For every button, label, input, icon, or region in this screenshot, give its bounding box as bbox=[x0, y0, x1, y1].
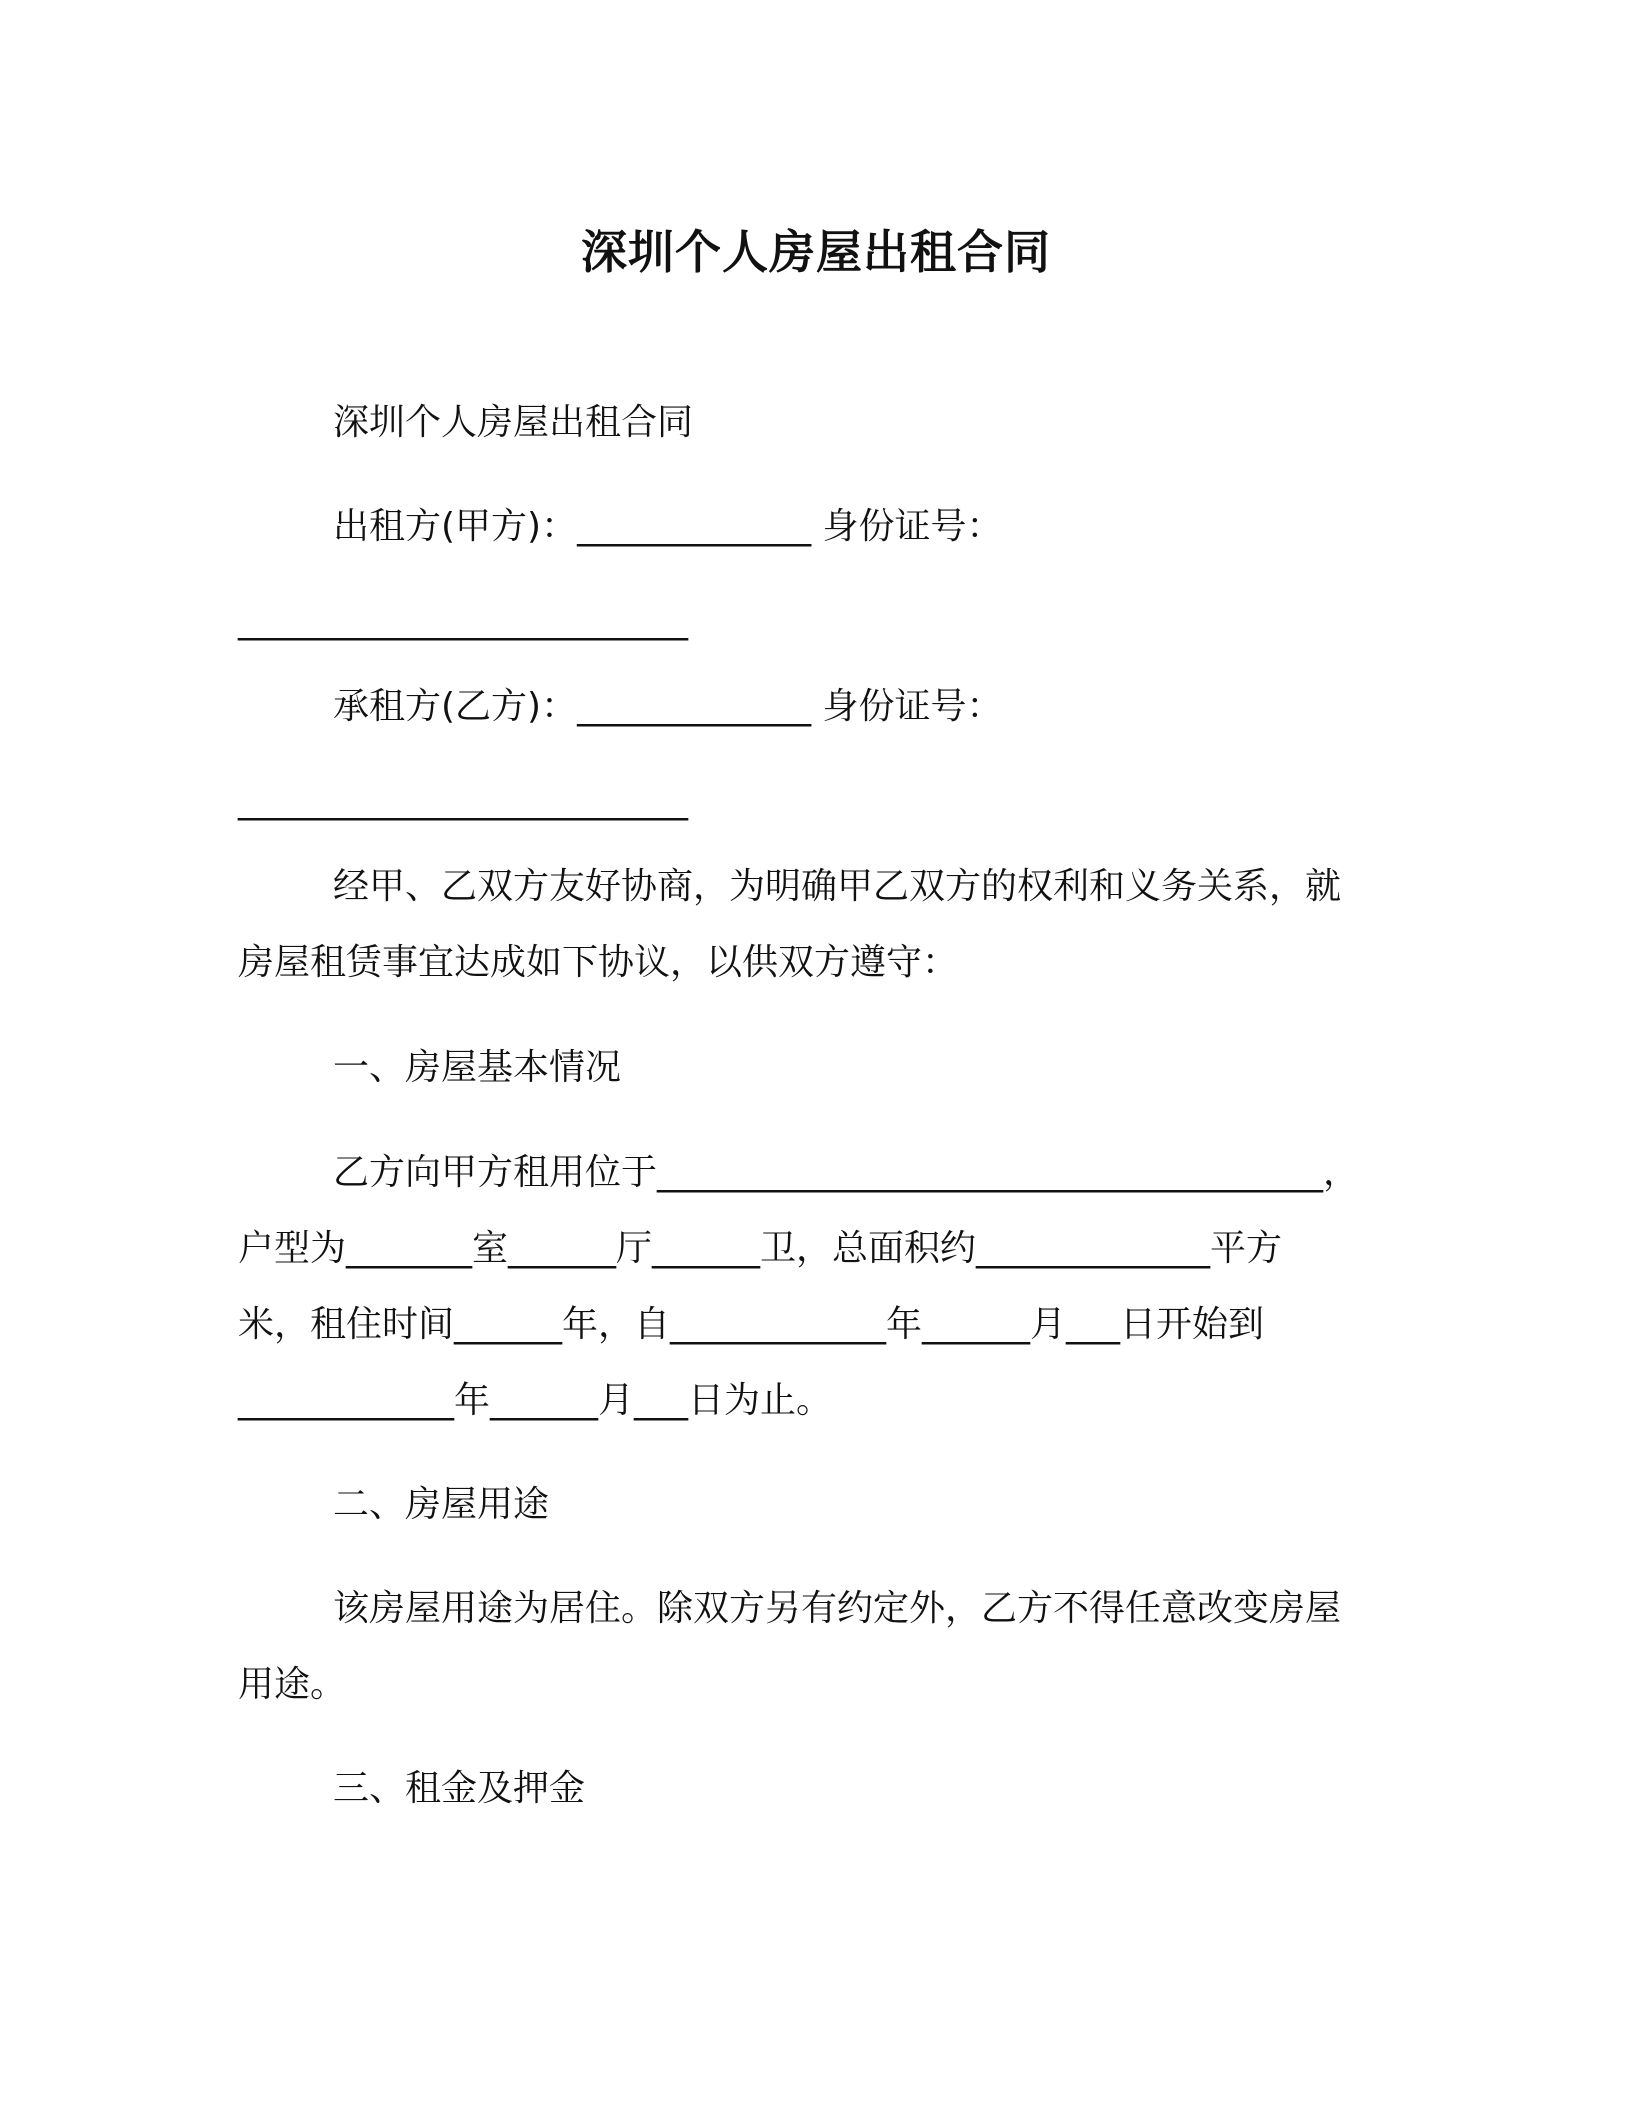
section-1-line-3: 米，租住时间______年，自____________年______月___日开始到 bbox=[238, 1304, 1265, 1345]
section-2-line-2: 用途。 bbox=[238, 1664, 347, 1705]
lessor-id-blank: _________________________ bbox=[238, 600, 688, 641]
section-heading-1: 一、房屋基本情况 bbox=[333, 1047, 622, 1088]
lessor-line: 出租方(甲方)：_____________ 身份证号： bbox=[333, 506, 1003, 547]
intro-paragraph-line-2: 房屋租赁事宜达成如下协议，以供双方遵守： bbox=[238, 942, 959, 983]
lessee-line: 承租方(乙方)：_____________ 身份证号： bbox=[333, 686, 1003, 727]
document-title: 深圳个人房屋出租合同 bbox=[581, 225, 1051, 279]
section-heading-3: 三、租金及押金 bbox=[333, 1768, 586, 1809]
subtitle-line: 深圳个人房屋出租合同 bbox=[333, 402, 694, 443]
section-1-line-1: 乙方向甲方租用位于_____________________________________， bbox=[333, 1152, 1360, 1193]
section-2-line-1: 该房屋用途为居住。除双方另有约定外，乙方不得任意改变房屋 bbox=[333, 1588, 1342, 1629]
lessee-id-blank: _________________________ bbox=[238, 780, 688, 821]
section-1-line-4: ____________年______月___日为止。 bbox=[238, 1380, 833, 1421]
section-heading-2: 二、房屋用途 bbox=[333, 1484, 550, 1525]
section-1-line-2: 户型为_______室______厅______卫，总面积约_____________平方 bbox=[238, 1228, 1283, 1269]
intro-paragraph-line-1: 经甲、乙双方友好协商，为明确甲乙双方的权利和义务关系，就 bbox=[333, 866, 1342, 907]
